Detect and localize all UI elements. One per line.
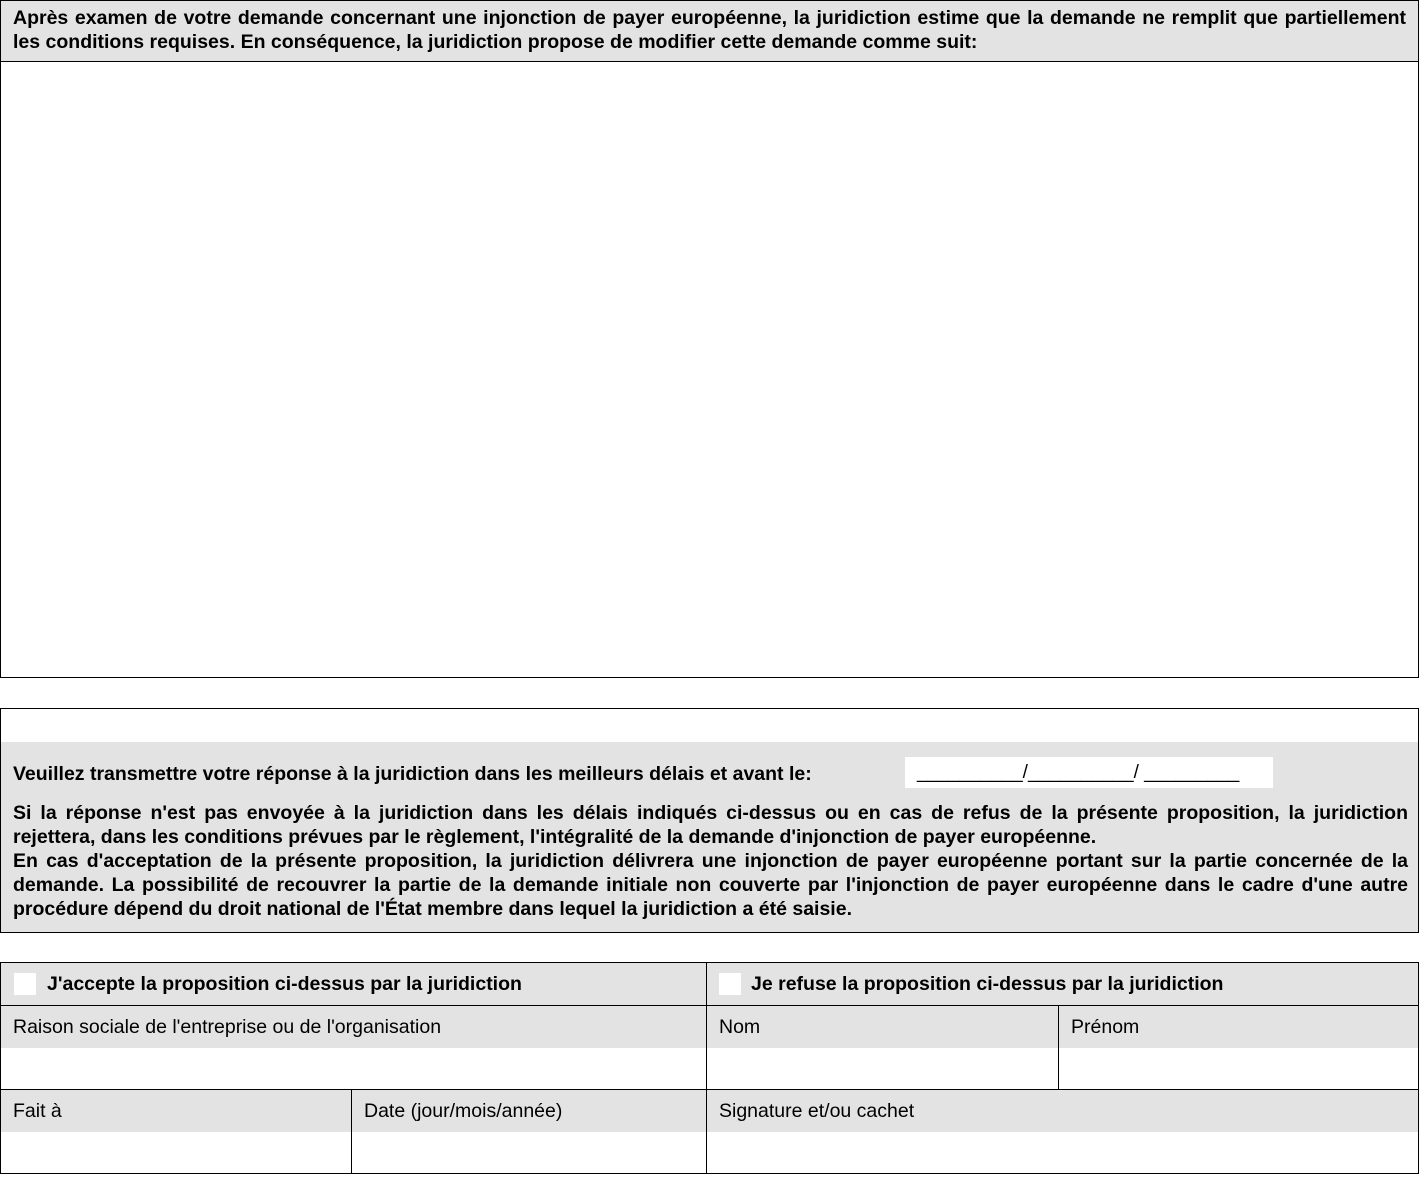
- nom-label: Nom: [707, 1006, 1058, 1048]
- deadline-date-field[interactable]: __________/__________/ _________: [905, 757, 1273, 788]
- acceptance-consequence-paragraph: En cas d'acceptation de la présente proposition, la juridiction délivrera une injonction de payer européenne portant sur la partie concernée de la demande. La possibilité de recouvrer la partie de la demande initiale non couverte par l'injonction de payer européenne dans le cadre d'une autre procédure dépend du droit national de l'État membre dans lequel la juridiction a été saisie.: [13, 850, 1408, 920]
- consequences-text: [13, 801, 1408, 921]
- refusal-consequence-paragraph: Si la réponse n'est pas envoyée à la juridiction dans les délais indiqués ci-dessus ou en cas de refus de la présente proposition, la juridiction rejettera, dans les conditions prévues par le règlement, l'intégralité de la demande d'injonction de payer européenne.: [13, 802, 1408, 848]
- response-deadline-section: [0, 708, 1419, 933]
- proposal-modification-area[interactable]: [1, 62, 1418, 677]
- fait-a-label: Fait à: [1, 1090, 351, 1132]
- row-divider: [1, 1089, 1418, 1090]
- response-form-table: [0, 962, 1419, 1174]
- company-name-label: Raison sociale de l'entreprise ou de l'organisation: [1, 1006, 706, 1048]
- signature-field[interactable]: [707, 1132, 1418, 1173]
- refuse-checkbox[interactable]: [719, 973, 741, 995]
- company-name-field[interactable]: [1, 1048, 706, 1089]
- prenom-label: Prénom: [1059, 1006, 1418, 1048]
- column-divider: [1058, 1006, 1059, 1089]
- deadline-label: Veuillez transmettre votre réponse à la juridiction dans les meilleurs délais et avant le:: [13, 763, 812, 785]
- column-divider: [351, 1090, 352, 1173]
- date-label: Date (jour/mois/année): [352, 1090, 706, 1132]
- blank-band: [1, 709, 1418, 742]
- fait-a-field[interactable]: [1, 1132, 351, 1173]
- date-field[interactable]: [352, 1132, 706, 1173]
- accept-label: J'accepte la proposition ci-dessus par la juridiction: [47, 973, 522, 995]
- signature-label: Signature et/ou cachet: [707, 1090, 1418, 1132]
- accept-checkbox[interactable]: [14, 973, 36, 995]
- proposal-intro-text: Après examen de votre demande concernant une injonction de payer européenne, la juridiction estime que la demande ne remplit que partiellement les conditions requises. En conséquence, la juridiction propose de modifier cette demande comme suit:: [1, 1, 1418, 62]
- prenom-field[interactable]: [1059, 1048, 1418, 1089]
- accept-option[interactable]: [1, 963, 706, 1005]
- column-divider: [706, 963, 707, 1173]
- nom-field[interactable]: [707, 1048, 1058, 1089]
- row-divider: [1, 1005, 1418, 1006]
- refuse-label: Je refuse la proposition ci-dessus par la juridiction: [751, 973, 1224, 995]
- refuse-option[interactable]: [707, 963, 1418, 1005]
